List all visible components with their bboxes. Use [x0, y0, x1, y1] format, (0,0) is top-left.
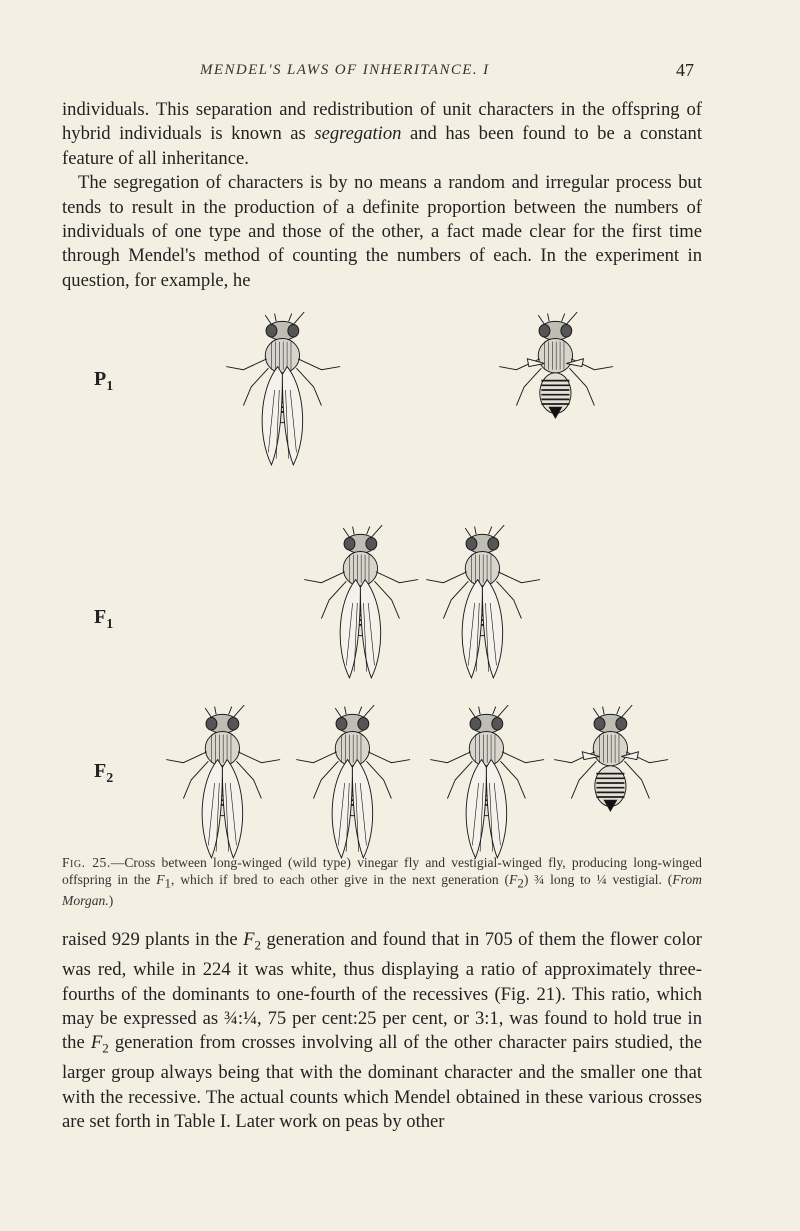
long-winged-fly-icon — [424, 705, 549, 861]
paragraph: The segregation of characters is by no means a random and irregular process but tends to result in the production of a definite proportion between the numbers of individuals of one type and those of the other, a fact made clear for the first time through Mendel's method of counting the numbers of each. In the experiment in question, for example, he — [62, 172, 702, 291]
generation-label-p1: $P_1$ — [94, 368, 114, 394]
long-winged-fly-icon — [420, 525, 545, 681]
vestigial-winged-fly-icon — [493, 312, 618, 468]
generation-label-f1: $F_1$ — [94, 606, 114, 632]
paragraph: individuals. This separation and redistribution of unit characters in the offspring of hybrid individuals is known as segregation and has been found to be a constant feature of all inheritance. — [62, 99, 702, 169]
generation-label-f2: $F_2$ — [94, 760, 114, 786]
paragraph: raised 929 plants in the $F_2$ generation and found that in 705 of them the flower color was red, while in 224 it was white, thus displaying a ratio of approximately three-fourths of the dominants to one-fourth of the recessives (Fig. 21). This ratio, which may be expressed as ¾:¼, 75 per cent:25 per cent, or 3:1, was found to hold true in the $F_2$ generation from crosses involving all of the other character pairs studied, the larger group always being that with the dominant character and the smaller one that with the recessive. The actual counts which Mendel obtained in these various crosses are set forth in Table I. Later work on peas by other — [62, 929, 702, 1133]
page-header — [0, 62, 800, 88]
long-winged-fly-icon — [298, 525, 423, 681]
figure-number: Fig. 25. — [62, 855, 111, 870]
vestigial-winged-fly-icon — [548, 705, 673, 861]
page-number: 47 — [676, 60, 694, 80]
caption-source: From Morgan. — [62, 872, 702, 908]
long-winged-fly-icon — [220, 312, 345, 468]
figure-caption: Fig. 25.—Cross between long-winged (wild type) vinegar fly and vestigial-winged fly, producing long-winged offspring in the F1, which if bred to each other give in the next generation (F2) ¾ long to ¼ vestigial. (From Morgan.) — [62, 855, 702, 908]
long-winged-fly-icon — [290, 705, 415, 861]
long-winged-fly-icon — [160, 705, 285, 861]
body-text-top — [62, 98, 702, 293]
segregation-term: segregation — [314, 123, 402, 145]
body-text-bottom — [62, 928, 702, 1135]
running-head: MENDEL'S LAWS OF INHERITANCE. I — [200, 62, 490, 78]
